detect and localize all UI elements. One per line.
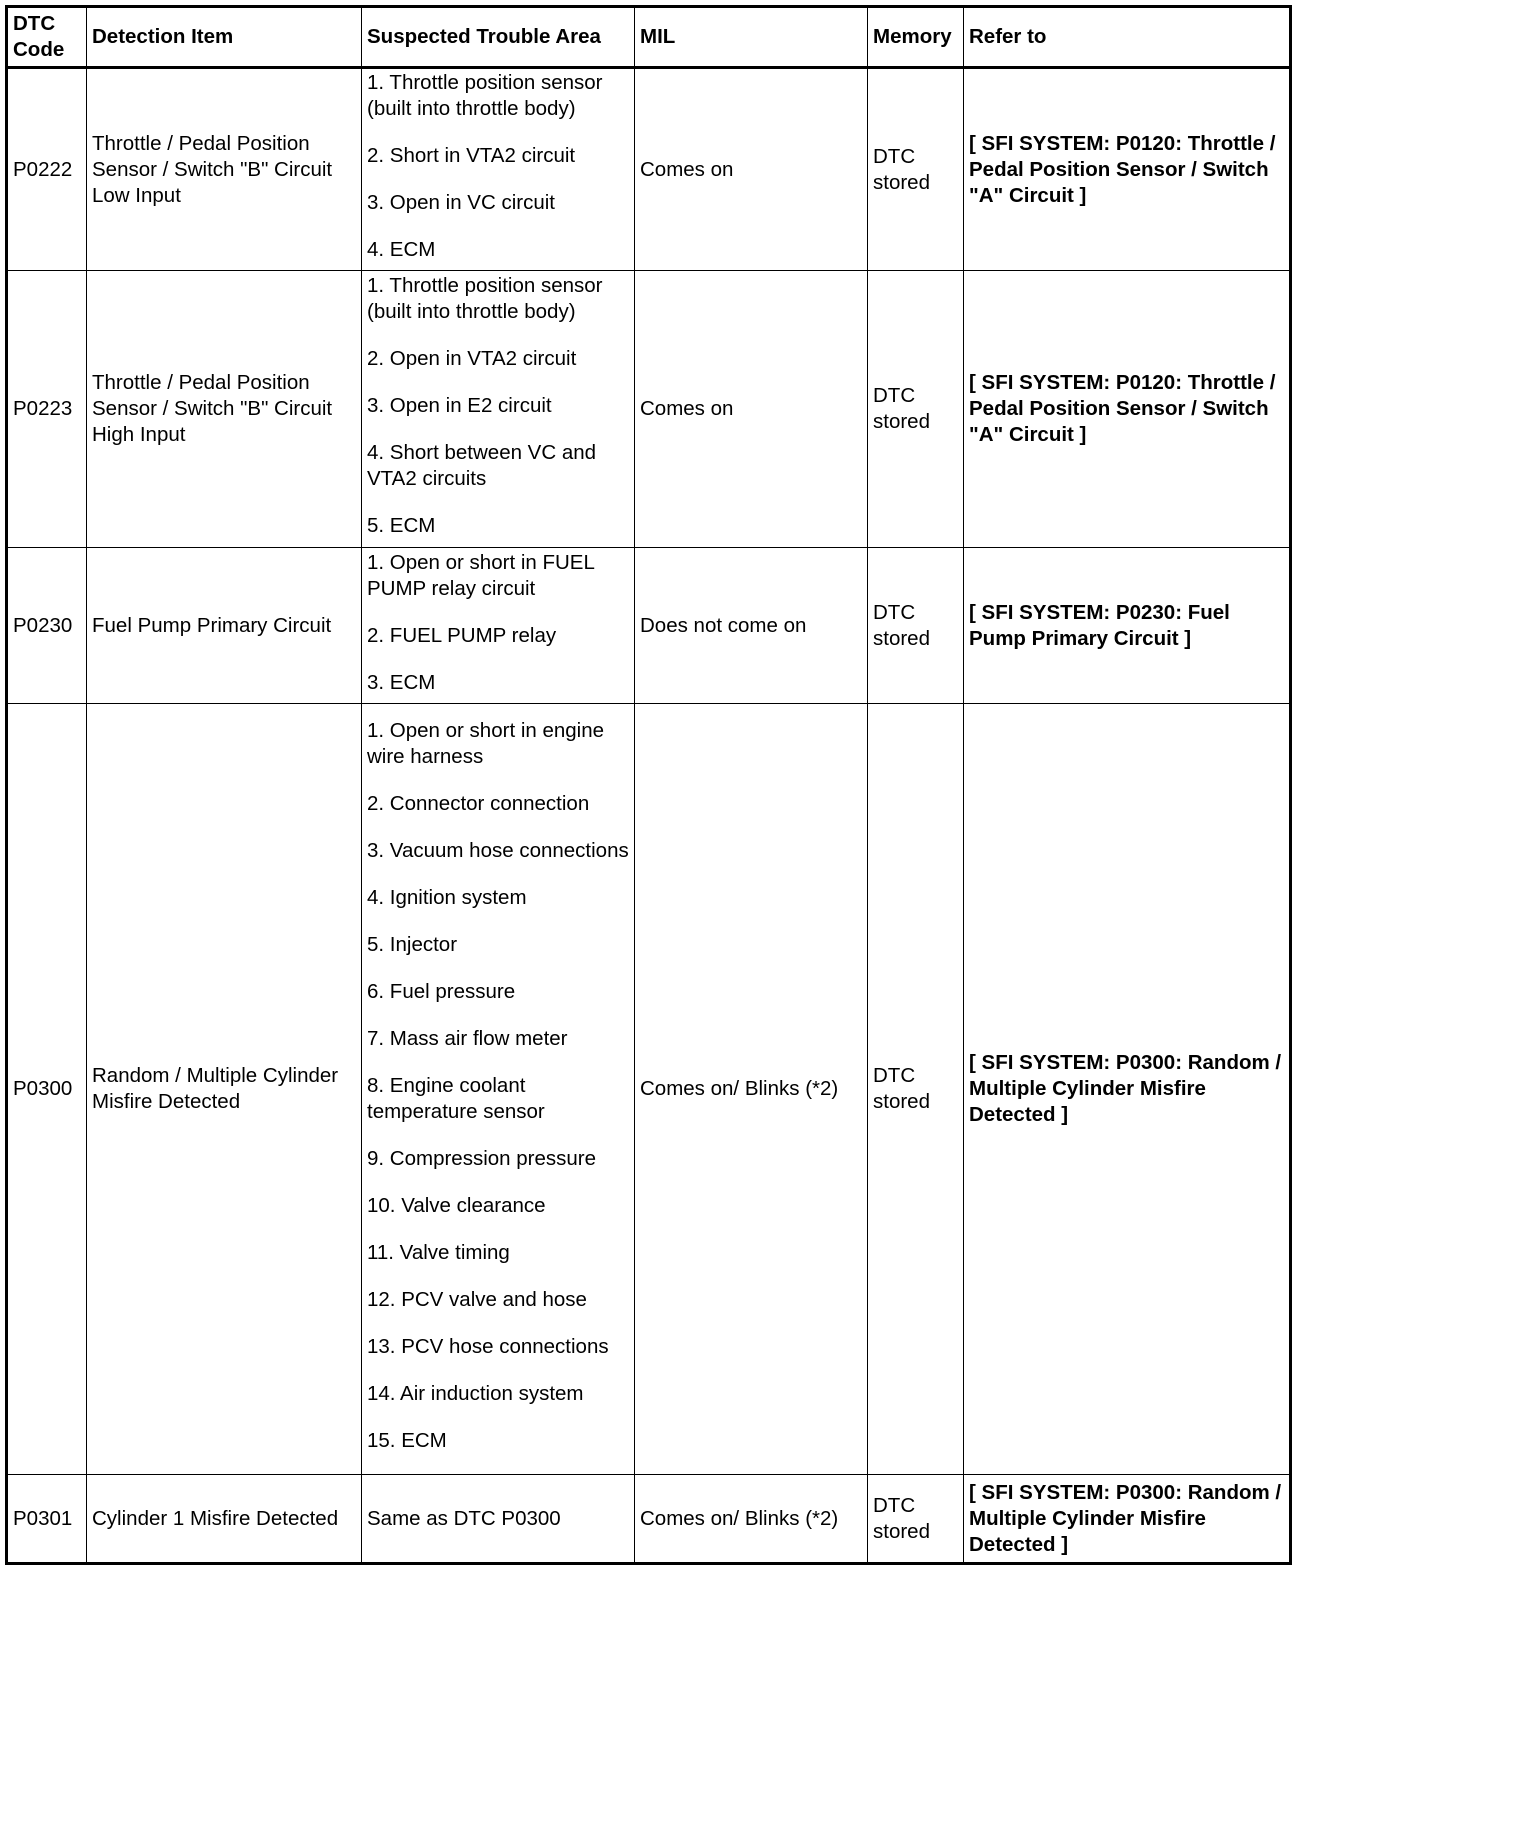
list-item: 3. Open in VC circuit: [367, 191, 555, 214]
detection-item: Random / Multiple Cylinder Misfire Detected: [87, 704, 362, 1475]
refer-to-link[interactable]: [ SFI SYSTEM: P0120: Throttle / Pedal Position Sensor / Switch "A" Circuit ]: [964, 271, 1291, 548]
list-item: 8. Engine coolant temperature sensor: [367, 1074, 545, 1123]
list-item: 12. PCV valve and hose: [367, 1288, 587, 1311]
list-item: 1. Open or short in FUEL PUMP relay circuit: [367, 550, 595, 600]
header-dtc-code: DTC Code: [7, 7, 87, 68]
table-row: [7, 548, 1291, 704]
refer-to-link[interactable]: [ SFI SYSTEM: P0300: Random / Multiple Cylinder Misfire Detected ]: [964, 704, 1291, 1475]
mil-status: Does not come on: [635, 548, 868, 704]
mil-status: Comes on: [635, 271, 868, 548]
list-item: 1. Throttle position sensor (built into throttle body): [367, 71, 603, 120]
list-item: 5. Injector: [367, 933, 458, 956]
suspected-trouble-area: [362, 271, 635, 548]
memory-status: DTC stored: [868, 68, 964, 271]
list-item: 1. Throttle position sensor (built into throttle body): [367, 274, 603, 323]
table-row: [7, 704, 1291, 1475]
list-item: 3. ECM: [367, 670, 436, 694]
dtc-code: P0300: [7, 704, 87, 1475]
memory-status: DTC stored: [868, 704, 964, 1475]
mil-status: Comes on: [635, 68, 868, 271]
list-item: 4. ECM: [367, 238, 436, 261]
list-item: 6. Fuel pressure: [367, 980, 516, 1003]
list-item: 7. Mass air flow meter: [367, 1027, 568, 1050]
table-header-row: [7, 7, 1291, 68]
dtc-code: P0301: [7, 1475, 87, 1564]
list-item: 3. Open in E2 circuit: [367, 394, 552, 417]
dtc-table: [5, 5, 1292, 1565]
mil-status: Comes on/ Blinks (*2): [635, 704, 868, 1475]
list-item: 9. Compression pressure: [367, 1147, 597, 1170]
header-mil: MIL: [635, 7, 868, 68]
list-item: 2. Connector connection: [367, 792, 590, 815]
memory-status: DTC stored: [868, 271, 964, 548]
suspected-trouble-area: [362, 704, 635, 1475]
list-item: 4. Short between VC and VTA2 circuits: [367, 441, 597, 490]
refer-to-link[interactable]: [ SFI SYSTEM: P0230: Fuel Pump Primary Circuit ]: [964, 548, 1291, 704]
list-item: 2. FUEL PUMP relay: [367, 623, 557, 647]
table-row: [7, 1475, 1291, 1564]
dtc-code: P0222: [7, 68, 87, 271]
trouble-area-list: [367, 70, 629, 263]
list-item: 4. Ignition system: [367, 886, 527, 909]
trouble-area-list: [367, 550, 629, 696]
list-item: 10. Valve clearance: [367, 1194, 546, 1217]
dtc-code: P0230: [7, 548, 87, 704]
refer-to-link[interactable]: [ SFI SYSTEM: P0120: Throttle / Pedal Position Sensor / Switch "A" Circuit ]: [964, 68, 1291, 271]
header-memory: Memory: [868, 7, 964, 68]
memory-status: DTC stored: [868, 548, 964, 704]
detection-item: Fuel Pump Primary Circuit: [87, 548, 362, 704]
trouble-area-list: [367, 273, 629, 539]
memory-status: DTC stored: [868, 1475, 964, 1564]
list-item: 14. Air induction system: [367, 1382, 584, 1405]
header-refer-to: Refer to: [964, 7, 1291, 68]
list-item: 11. Valve timing: [367, 1241, 510, 1264]
list-item: 3. Vacuum hose connections: [367, 839, 629, 862]
list-item: 2. Short in VTA2 circuit: [367, 144, 576, 167]
header-detection-item: Detection Item: [87, 7, 362, 68]
table-row: [7, 271, 1291, 548]
suspected-trouble-area: [362, 68, 635, 271]
detection-item: Cylinder 1 Misfire Detected: [87, 1475, 362, 1564]
dtc-code: P0223: [7, 271, 87, 548]
list-item: 15. ECM: [367, 1429, 447, 1452]
detection-item: Throttle / Pedal Position Sensor / Switch "B" Circuit Low Input: [87, 68, 362, 271]
list-item: 2. Open in VTA2 circuit: [367, 347, 577, 370]
list-item: 13. PCV hose connections: [367, 1335, 609, 1358]
table-row: [7, 68, 1291, 271]
suspected-trouble-area: Same as DTC P0300: [362, 1475, 635, 1564]
mil-status: Comes on/ Blinks (*2): [635, 1475, 868, 1564]
detection-item: Throttle / Pedal Position Sensor / Switch "B" Circuit High Input: [87, 271, 362, 548]
list-item: 1. Open or short in engine wire harness: [367, 719, 605, 768]
suspected-trouble-area: [362, 548, 635, 704]
header-suspected-trouble-area: Suspected Trouble Area: [362, 7, 635, 68]
list-item: 5. ECM: [367, 514, 436, 537]
trouble-area-list: [367, 718, 629, 1454]
refer-to-link[interactable]: [ SFI SYSTEM: P0300: Random / Multiple Cylinder Misfire Detected ]: [964, 1475, 1291, 1564]
